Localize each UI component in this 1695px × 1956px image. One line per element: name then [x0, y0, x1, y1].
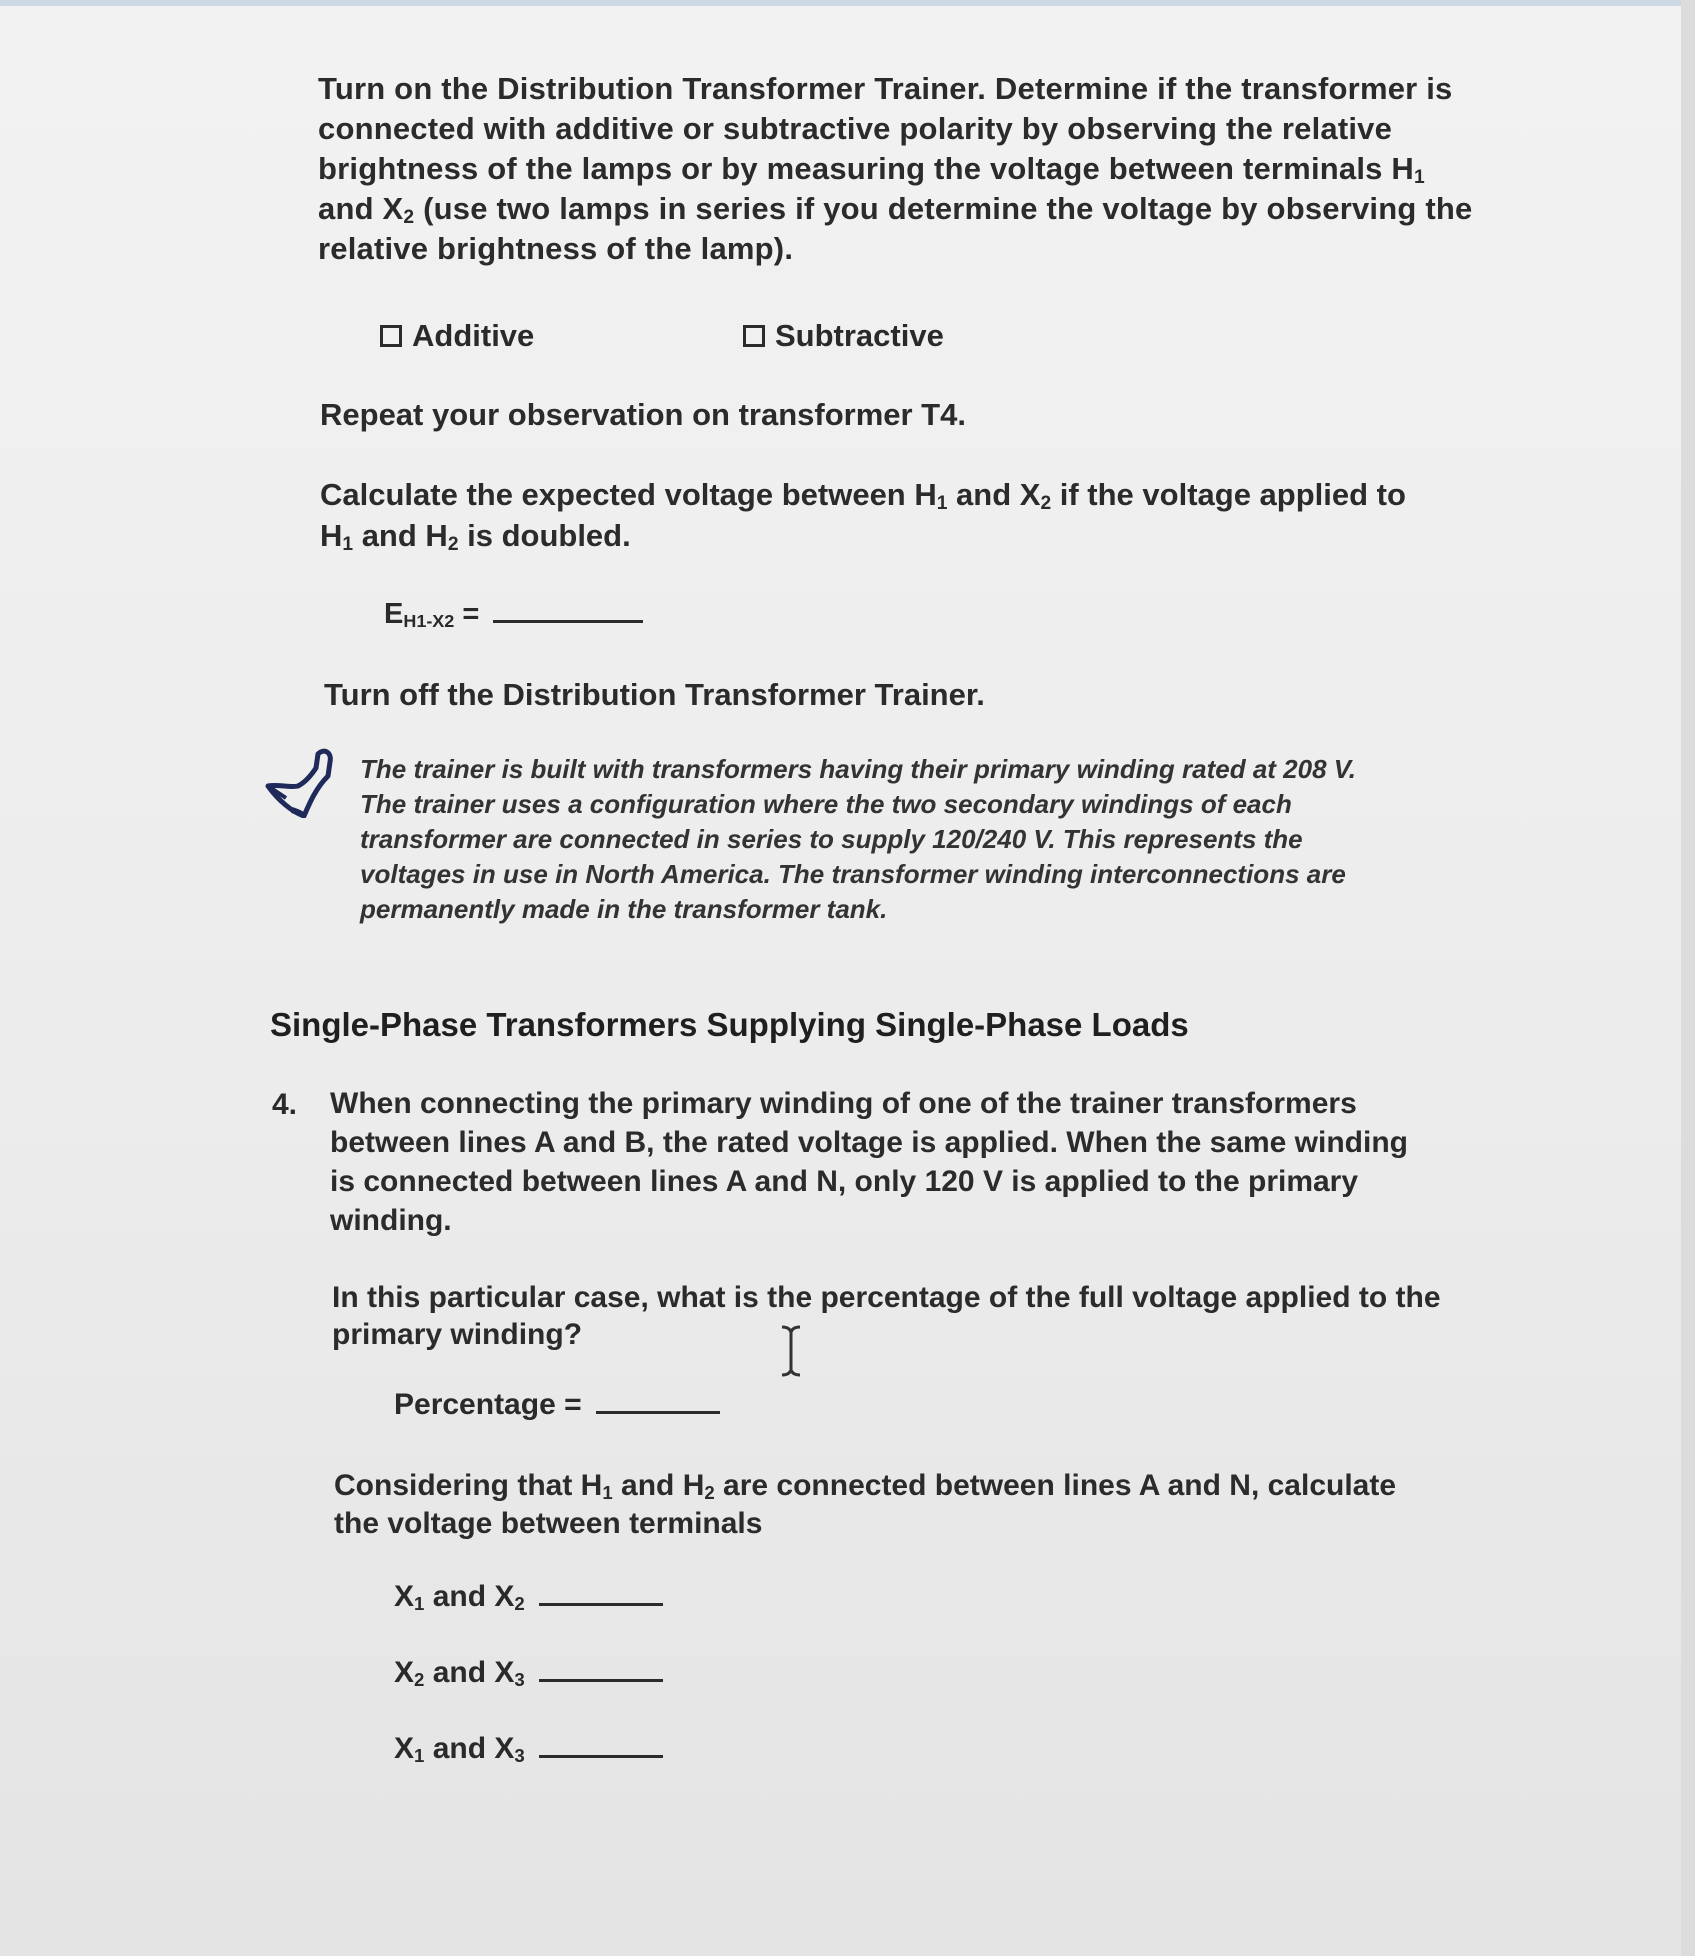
- intro-line: relative brightness of the lamp).: [318, 231, 794, 266]
- repeat-instruction: Repeat your observation on transformer T4.: [320, 397, 966, 432]
- checkbox-square-icon[interactable]: [380, 325, 402, 347]
- terminal-blank[interactable]: [539, 1679, 663, 1682]
- trainer-note: The trainer is built with transformers having their primary winding rated at 208 V. The trainer uses a configuration where the two secondary windings of each transformer are connected in series to supply 120/240 V. This represents the voltages in use in North America. The transformer winding interconnections are permanently made in the transformer tank.: [360, 754, 1356, 924]
- intro-paragraph: [318, 70, 1480, 270]
- calculate-instruction: Calculate the expected voltage between $H_1$ and $X_2$ if the voltage applied to $H_1$ and $H_2$ is doubled.: [320, 477, 1406, 556]
- terminal-pair-x1-x3: $X_1$ and $X_3$: [394, 1732, 663, 1766]
- checkbox-square-icon[interactable]: [743, 325, 765, 347]
- terminal-pair-x2-x3: $X_2$ and $X_3$: [394, 1656, 663, 1690]
- considering-instruction: Considering that $H_1$ and $H_2$ are connected between lines A and N, calculate the voltage between terminals: [334, 1469, 1397, 1540]
- percentage-question: In this particular case, what is the percentage of the full voltage applied to the primary winding?: [332, 1281, 1441, 1351]
- terminal-pair-x1-x2: $X_1$ and $X_2$: [394, 1580, 663, 1614]
- percentage-blank[interactable]: [596, 1411, 720, 1414]
- additive-checkbox[interactable]: [380, 318, 534, 354]
- page-edge: [1681, 0, 1695, 1956]
- text-cursor-icon: [776, 1324, 806, 1378]
- question-number: 4.: [272, 1088, 298, 1121]
- subtractive-checkbox[interactable]: [743, 318, 944, 354]
- intro-line: connected with additive or subtractive polarity by observing the relative: [318, 111, 1393, 146]
- intro-line: brightness of the lamps or by measuring the voltage between terminals $H_1$: [318, 151, 1425, 189]
- additive-label: Additive: [412, 318, 535, 353]
- terminal-blank[interactable]: [539, 1755, 663, 1758]
- terminal-blank[interactable]: [539, 1603, 663, 1606]
- section-title: Single-Phase Transformers Supplying Single-Phase Loads: [270, 1006, 1189, 1043]
- percentage-equation: Percentage =: [394, 1388, 720, 1422]
- question-text: When connecting the primary winding of one of the trainer transformers between lines A and B, the rated voltage is applied. When the same winding is connected between lines A and N, only 120 V is applied to the primary winding.: [330, 1087, 1408, 1237]
- voltage-equation: $E_{H1-X2}$ =: [384, 598, 643, 631]
- polarity-options: [380, 318, 1080, 358]
- subtractive-label: Subtractive: [775, 318, 944, 353]
- intro-line: Turn on the Distribution Transformer Trainer. Determine if the transformer is: [318, 71, 1453, 106]
- turn-off-instruction: Turn off the Distribution Transformer Trainer.: [324, 677, 985, 712]
- note-hand-icon: [258, 738, 338, 818]
- answer-blank[interactable]: [493, 620, 643, 623]
- intro-line: and $X_2$ (use two lamps in series if you determine the voltage by observing the: [318, 191, 1473, 229]
